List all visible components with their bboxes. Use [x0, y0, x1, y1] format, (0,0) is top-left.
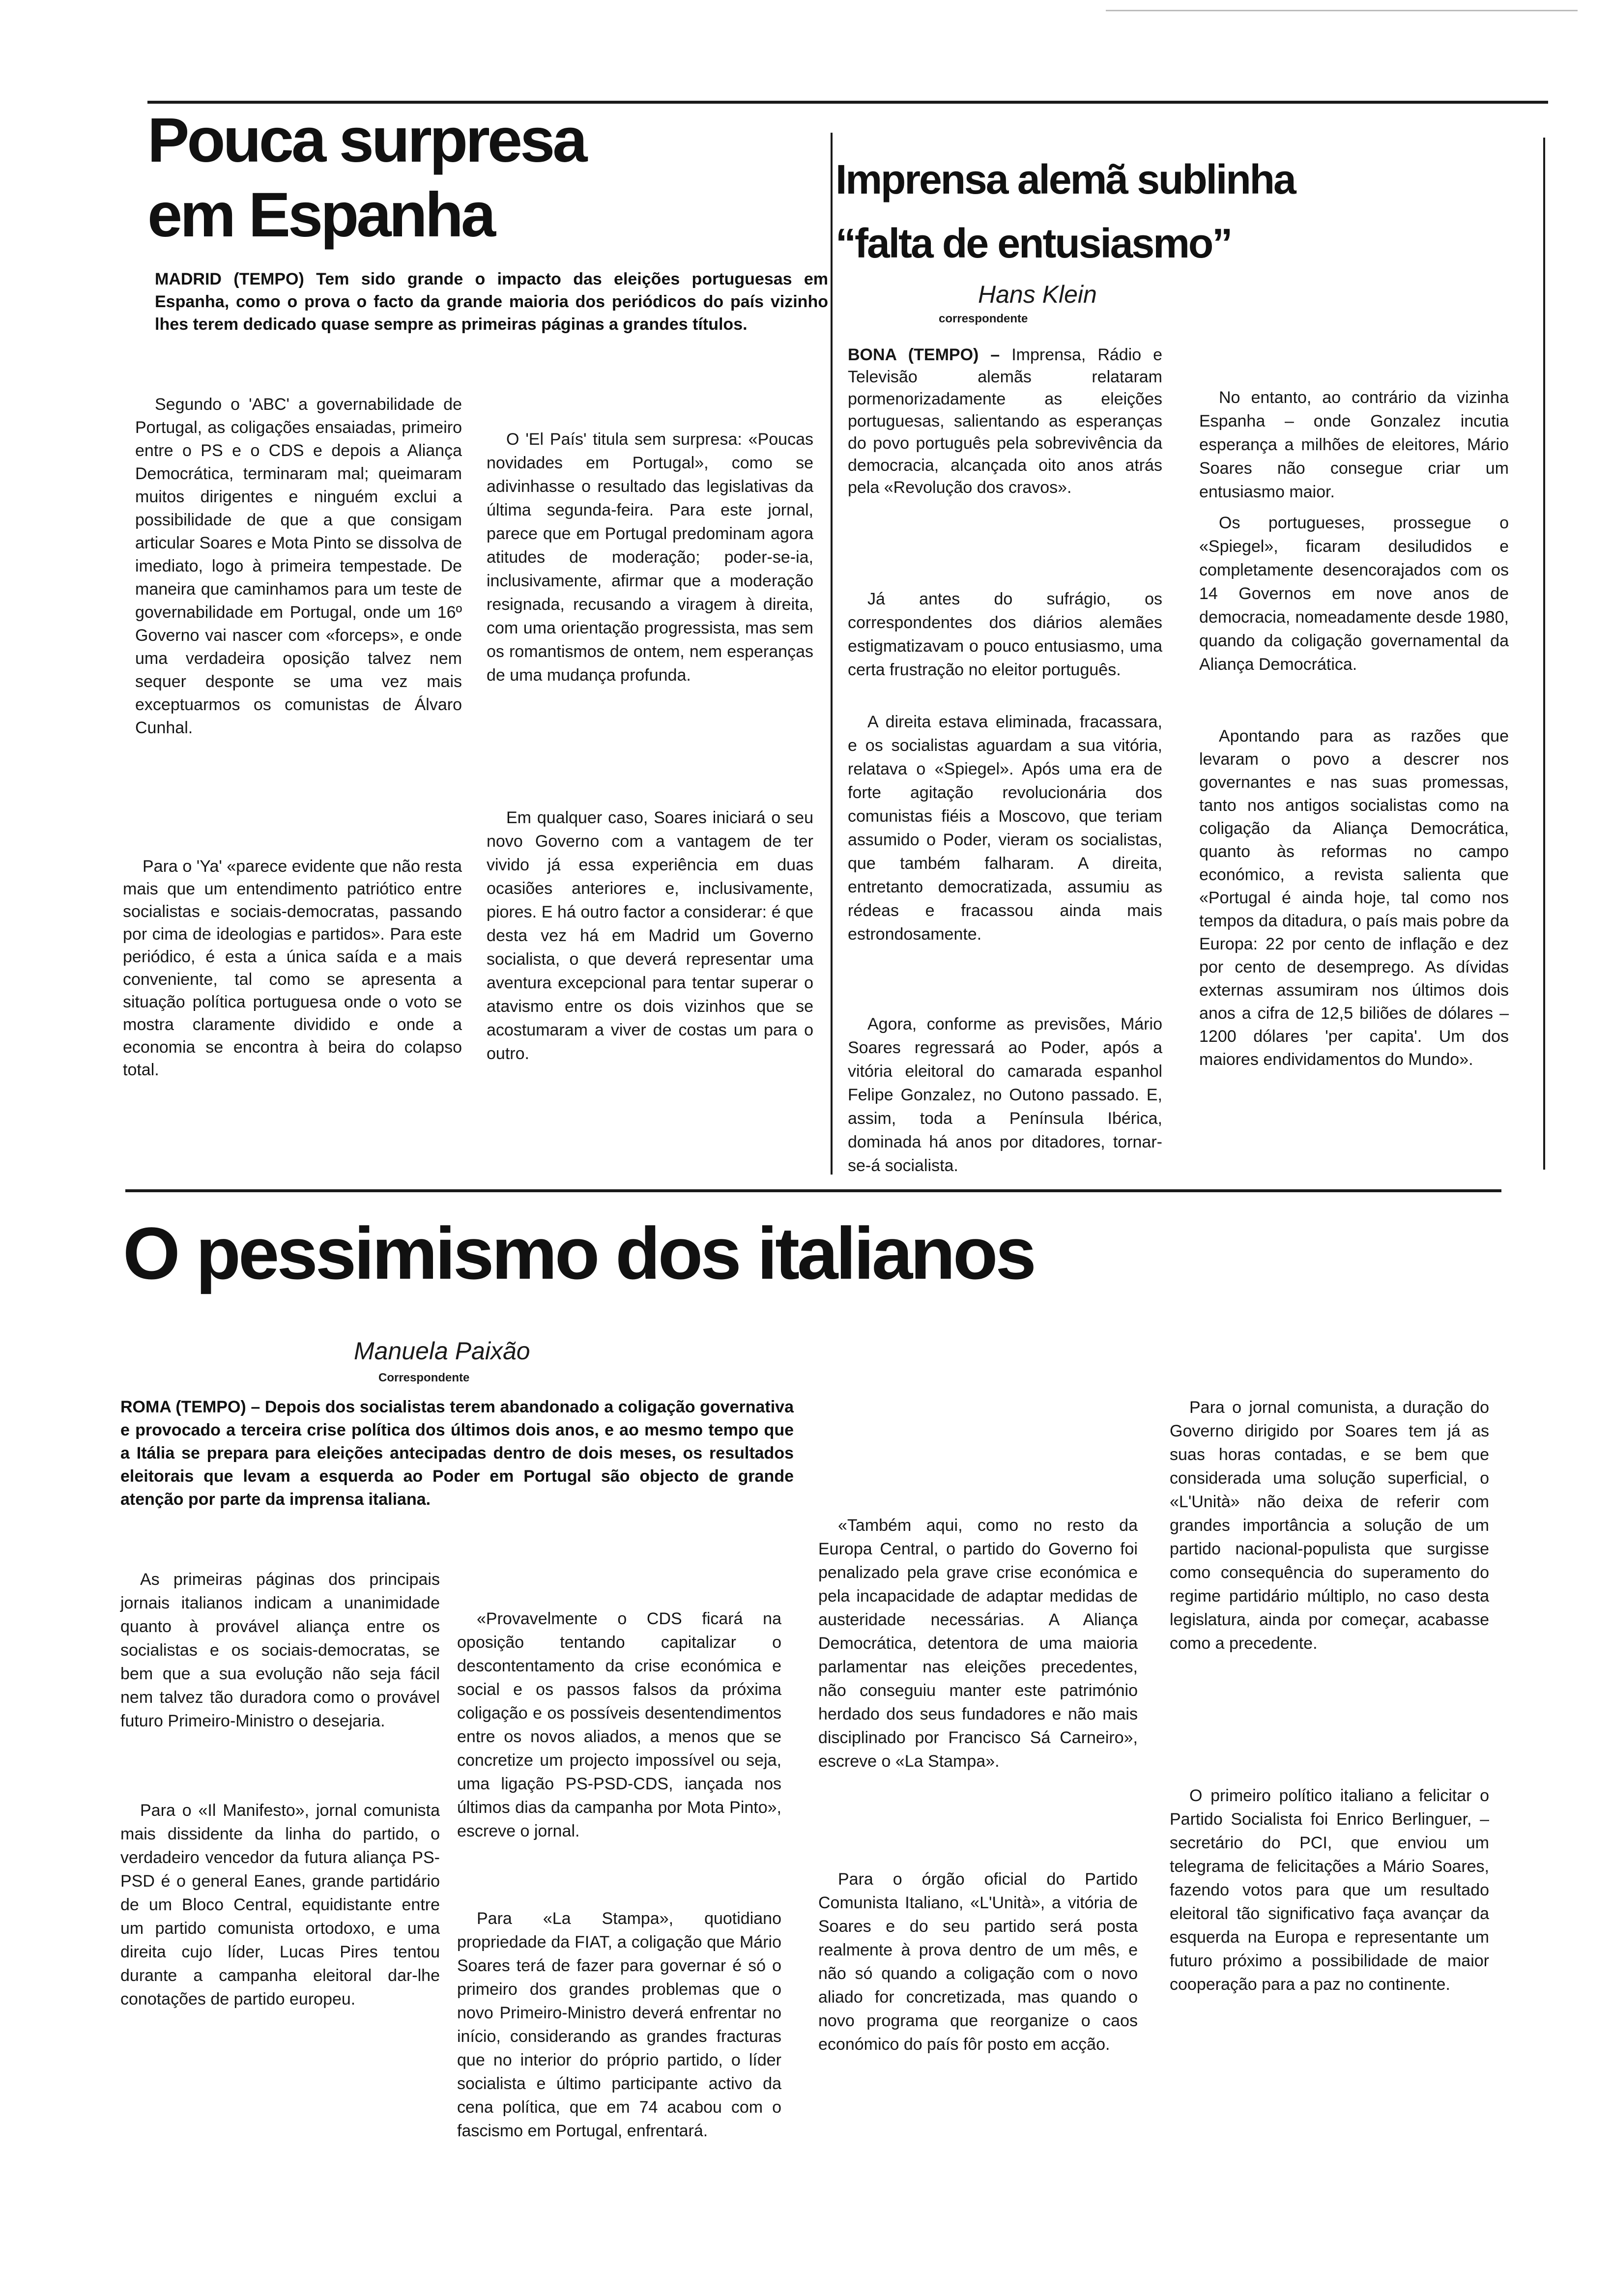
- article-italy-column-4b: Para o jornal comunista, a duração do Governo dirigido por Soares tem já as suas horas contadas, e se bem que considerada uma solução superficial, o «L'Unità» não deixa de referir com grandes importância a solução de um partido nacional-populista que surgisse como consequência do superamento do regime partidário múltiplo, no caso desta legislatura, ainda por começar, acabasse como a precedente.: [1170, 1398, 1489, 1653]
- article-germany-column-1b: Já antes do sufrágio, os correspondentes dos diários alemães estigmatizavam o pouco entusiasmo, uma certa frustração no eleitor português.: [848, 590, 1162, 679]
- article-italy-column-4c: O primeiro político italiano a felicitar o Partido Socialista foi Enrico Berlinguer, – secretário do PCI, que enviou um telegrama de felicitações a Mário Soares, fazendo votos para que um resultado eleitoral tão significativo faça avançar da esquerda na Europa e representante um futuro próximo a possibilidade de maior cooperação para a paz no continente.: [1170, 1786, 1489, 1994]
- article-italy-role: Correspondente: [378, 1371, 470, 1384]
- article-italy-column-3: «Também aqui, como no resto da Europa Central, o partido do Governo foi penalizado pela grave crise económica e pela incapacidade de adaptar medidas de austeridade necessárias. A Aliança Democrática, detentora de uma maioria parlamentar nas eleições precedentes, não conseguiu manter este património herdado dos seus fundadores e não mais disciplinado por Francisco Sá Carneiro», escreve o «La Stampa».: [818, 1516, 1138, 1771]
- article-spain-column-2b: Em qualquer caso, Soares iniciará o seu novo Governo com a vantagem de ter vivido já essa experiência em duas ocasiões anteriores e, inclusivamente, piores. E há outro factor a considerar: é que desta vez há em Madrid um Governo socialista, o que deverá representar uma aventura excepcional para tentar superar o atavismo entre os dois vizinhos que se acostumaram a viver de costas um para o outro.: [487, 808, 813, 1063]
- article-italy-column-3b: Para o órgão oficial do Partido Comunista Italiano, «L'Unità», a vitória de Soares e do seu partido será posta realmente à prova dentro de um mês, e não só quando a coligação com o novo aliado for concretizada, mas quando o novo programa que reorganize o caos económico do país fôr posto em acção.: [818, 1870, 1138, 2054]
- article-spain-column-1b: Para o 'Ya' «parece evidente que não resta mais que um entendimento patriótico entre socialistas e sociais-democratas, passando por cima de ideologias e partidos». Para este periódico, é esta a única saída e a mais conveniente, tal como se apresenta a situação política portuguesa onde o voto se mostra claramente dividido e onde a economia se encontra à beira do colapso total.: [123, 857, 462, 1079]
- article-italy-headline: O pessimismo dos italianos: [123, 1212, 1034, 1294]
- article-italy-byline: Manuela Paixão: [354, 1337, 530, 1365]
- column-divider-rule: [831, 133, 833, 1175]
- article-germany-column-1c: A direita estava eliminada, fracassara, e os socialistas aguardam a sua vitória, relatava o «Spiegel». Após uma era de forte agitação revolucionária dos comunistas fiéis a Moscovo, que teriam assumido o Poder, vieram os socialistas, que também falharam. A direita, entretanto democratizada, assumiu as rédeas e fracassou ainda mais estrondosamente.: [848, 713, 1162, 944]
- article-germany-role: correspondente: [939, 312, 1028, 325]
- article-italy-lead: ROMA (TEMPO) – Depois dos socialistas terem abandonado a coligação governativa e provocado a terceira crise política dos últimos dois anos, e ao mesmo tempo que a Itália se prepara para eleições antecipadas dentro de dois meses, os resultados eleitorais que levam a esquerda ao Poder em Portugal são objecto de grande atenção por parte da imprensa italiana.: [120, 1398, 794, 1509]
- article-germany-byline: Hans Klein: [978, 281, 1097, 308]
- article-italy-column-1b: Para o «Il Manifesto», jornal comunista mais dissidente da linha do partido, o verdadeiro vencedor da futura aliança PS-PSD é o general Eanes, grande partidário de um Bloco Central, equidistante entre um partido comunista ortodoxo, e uma direita cujo líder, Lucas Pires tentou durante a campanha eleitoral dar-lhe conotações de partido europeu.: [120, 1801, 440, 2009]
- article-germany-dateline: BONA (TEMPO) –: [848, 345, 1000, 364]
- article-italy-column-1: As primeiras páginas dos principais jornais italianos indicam a unanimidade quanto à provável aliança entre os socialistas e os sociais-democratas, se bem que a sua evolução não seja fácil nem talvez tão duradora como o provável futuro Primeiro-Ministro o desejaria.: [120, 1570, 440, 1730]
- article-germany-column-2d: Apontando para as razões que levaram o povo a descrer nos governantes e nas suas promessas, tanto nos antigos socialistas como na coligação da Aliança Democrática, quanto às reformas no campo económico, a revista salienta que «Portugal é ainda hoje, tal como nos tempos da ditadura, o país mais pobre da Europa: 22 por cento de inflação e dez por cento de desemprego. As dívidas externas assumiram nos últimos dois anos a cifra de 12,5 biliões de dólares – 1200 dólares 'per capita'. Um dos maiores endividamentos do Mundo».: [1199, 727, 1509, 1069]
- article-germany-column-1-text: Imprensa, Rádio e Televisão alemãs relataram pormenorizadamente as eleições portuguesas, salientando as esperanças do povo português pela sobrevivência da democracia, alcançada oito anos atrás pela «Revolução dos cravos».: [848, 345, 1163, 497]
- article-italy-column-2: «Provavelmente o CDS ficará na oposição tentando capitalizar o descontentamento da crise económica e social e os passos falsos da próxima coligação e os possíveis desentendimentos entre os novos aliados, a menos que se concretize um projecto impossível ou seja, uma ligação PS-PSD-CDS, iançada nos últimos dias da campanha por Mota Pinto», escreve o jornal.: [457, 1609, 781, 1840]
- right-edge-rule: [1543, 138, 1545, 1170]
- middle-rule: [125, 1189, 1501, 1192]
- article-spain-headline: Pouca surpresa em Espanha: [147, 105, 585, 250]
- article-germany-headline: Imprensa alemã sublinha “falta de entusiasmo”: [835, 156, 1295, 266]
- article-germany-column-2b: No entanto, ao contrário da vizinha Espanha – onde Gonzalez incutia esperança a milhões de eleitores, Mário Soares não consegue criar um entusiasmo maior.: [1199, 388, 1509, 501]
- top-corner-mark: [1106, 10, 1578, 11]
- article-germany-column-2c: Os portugueses, prossegue o «Spiegel», ficaram desiludidos e completamente desencorajados com os 14 Governos em nove anos de democracia, nomeadamente desde 1980, quando da coligação governamental da Aliança Democrática.: [1199, 514, 1509, 674]
- article-germany-column-1d: Agora, conforme as previsões, Mário Soares regressará ao Poder, após a vitória eleitoral do camarada espanhol Felipe Gonzalez, no Outono passado. E, assim, toda a Península Ibérica, dominada há anos por ditadores, tornar-se-á socialista.: [848, 1015, 1162, 1175]
- article-italy-column-2b: Para «La Stampa», quotidiano propriedade da FIAT, a coligação que Mário Soares terá de fazer para governar é só o primeiro dos grandes problemas que o novo Primeiro-Ministro deverá enfrentar no início, considerando as grandes fracturas que no interior do próprio partido, o líder socialista e último participante activo da cena política, que em 74 acabou com o fascismo em Portugal, enfrentará.: [457, 1909, 781, 2140]
- article-spain-lead: MADRID (TEMPO) Tem sido grande o impacto das eleições portuguesas em Espanha, como o prova o facto da grande maioria dos periódicos do país vizinho lhes terem dedicado quase sempre as primeiras páginas a grandes títulos.: [155, 270, 828, 334]
- article-spain-column-2: O 'El País' titula sem surpresa: «Poucas novidades em Portugal», como se adivinhasse o resultado das legislativas da última segunda-feira. Para este jornal, parece que em Portugal predominam agora atitudes de moderação; poder-se-ia, inclusivamente, afirmar que a moderação resignada, recusando a viragem à direita, com uma orientação progressista, mas sem os romantismos de ontem, nem esperanças de uma mudança profunda.: [487, 430, 813, 685]
- article-spain-column-1: Segundo o 'ABC' a governabilidade de Portugal, as coligações ensaiadas, primeiro entre o PS e o CDS e depois a Aliança Democrática, terminaram mal; queimaram muitos dirigentes e ninguém exclui a possibilidade de que a que consigam articular Soares e Mota Pinto se dissolva de imediato, logo à primeira tempestade. De maneira que caminhamos para um teste de governabilidade em Portugal, onde um 16º Governo vai nascer com «forceps», e onde uma verdadeira oposição talvez nem sequer desponte se uma vez mais exceptuarmos os comunistas de Álvaro Cunhal.: [135, 395, 462, 737]
- article-germany-column-1: [848, 344, 1162, 499]
